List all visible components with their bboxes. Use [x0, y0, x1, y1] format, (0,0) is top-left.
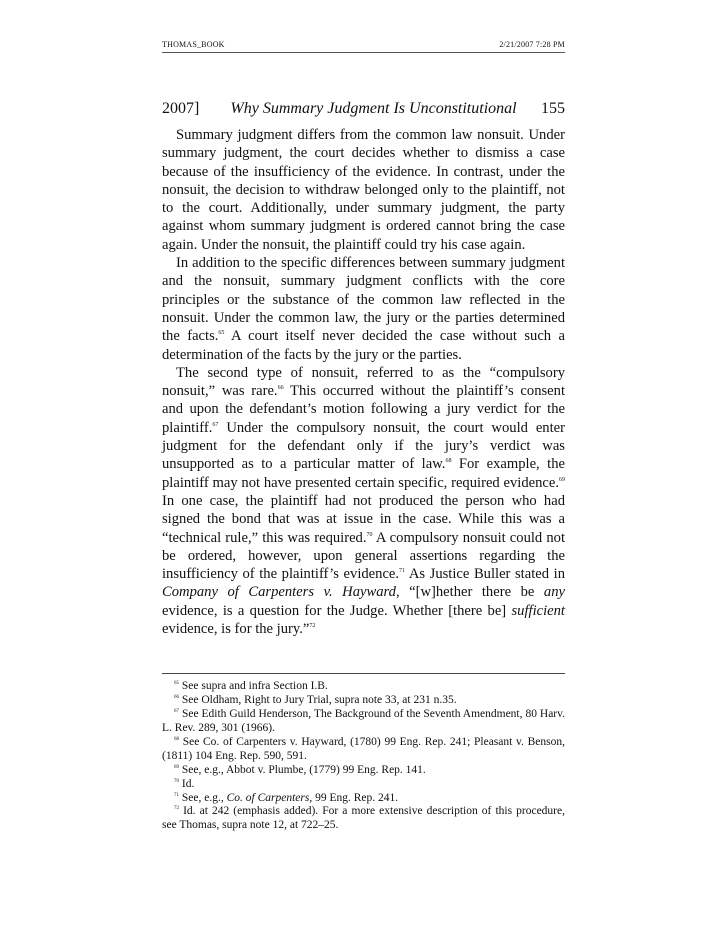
paragraph-2: In addition to the specific differences between summary judgment and the nonsuit, summary judgment conflicts with the core principles or the substance of the common law reflected in the nonsuit. Under the common law, the jury or the parties determined the facts.$^{65}$ A court itself never decided the case without such a determination of the facts by the jury or the parties.: [162, 255, 565, 363]
footnote-ref[interactable]: 67: [212, 421, 219, 428]
footnote: $^{65}$ See supra and infra Section I.B.: [174, 680, 328, 693]
running-head: [162, 40, 565, 53]
footnote-divider: [162, 673, 565, 674]
footnote: $^{71}$ See, e.g., Co. of Carpenters, 99 Eng. Rep. 241.: [174, 791, 399, 804]
footnotes: [162, 680, 565, 833]
footnote-ref[interactable]: 66: [277, 385, 284, 392]
body-text: [162, 126, 565, 638]
paragraph-3: The second type of nonsuit, referred to as the “compulsory nonsuit,” was rare.$^{66}$ This occurred without the plaintiff’s consent and upon the defendant’s motion following a jury verdict for the plaintiff.$^{67}$ Under the compulsory nonsuit, the court would enter judgment for the defendant only if the jury’s verdict was unsupported as to a particular matter of law.$^{68}$ For example, the plaintiff may not have presented certain specific, required evidence.$^{69}$ In one case, the plaintiff had not produced the person who had signed the bond that was at issue in the case. While this was a “technical rule,” this was required.$^{70}$ A compulsory nonsuit could not be ordered, however, upon general assertions regarding the insufficiency of the plaintiff’s evidence.$^{71}$ As Justice Buller stated in Company of Carpenters v. Hayward, “[w]hether there be any evidence, is a question for the Judge. Whether [there be] sufficient evidence, is for the jury.”$^{72}$: [162, 364, 565, 638]
paragraph-1: Summary judgment differs from the common law nonsuit. Under summary judgment, the court decides whether to dismiss a case because of the insufficiency of the evidence. In contrast, under the nonsuit, the decision to withdraw belonged only to the plaintiff, not to the court. Additionally, under summary judgment, the party against whom summary judgment is ordered cannot bring the case again. Under the nonsuit, the plaintiff could try his case again.: [162, 127, 565, 253]
page: [162, 40, 565, 833]
page-header: [162, 100, 565, 118]
footnote-ref[interactable]: 69: [559, 476, 565, 483]
emphasis: sufficient: [511, 602, 565, 619]
footnote: $^{68}$ See Co. of Carpenters v. Hayward, (1780) 99 Eng. Rep. 241; Pleasant v. Benson, (1811) 104 Eng. Rep. 590, 591.: [162, 735, 565, 762]
footnote: $^{69}$ See, e.g., Abbot v. Plumbe, (1779) 99 Eng. Rep. 141.: [174, 763, 426, 776]
footnote: $^{70}$ Id.: [174, 777, 195, 790]
volume-year: 2007]: [162, 100, 200, 117]
emphasis: any: [543, 584, 565, 601]
footnote-ref[interactable]: 71: [399, 568, 406, 575]
running-head-timestamp: 2/21/2007 7:28 PM: [499, 40, 565, 49]
footnote-ref[interactable]: 72: [309, 623, 316, 630]
footnote-ref[interactable]: 70: [366, 531, 373, 538]
page-number: 155: [541, 100, 565, 117]
article-title: Why Summary Judgment Is Unconstitutional: [230, 100, 517, 117]
case-name: Company of Carpenters v. Hayward: [162, 584, 396, 601]
footnote: $^{72}$ Id. at 242 (emphasis added). For a more extensive description of this procedure, see Thomas, supra note 12, at 722–25.: [162, 805, 565, 832]
running-head-left: THOMAS_BOOK: [162, 40, 225, 49]
footnote-ref[interactable]: 68: [445, 458, 452, 465]
footnote: $^{66}$ See Oldham, Right to Jury Trial, supra note 33, at 231 n.35.: [174, 694, 457, 707]
footnote-ref[interactable]: 65: [218, 330, 225, 337]
footnote: $^{67}$ See Edith Guild Henderson, The Background of the Seventh Amendment, 80 Harv. L. Rev. 289, 301 (1966).: [162, 708, 565, 735]
